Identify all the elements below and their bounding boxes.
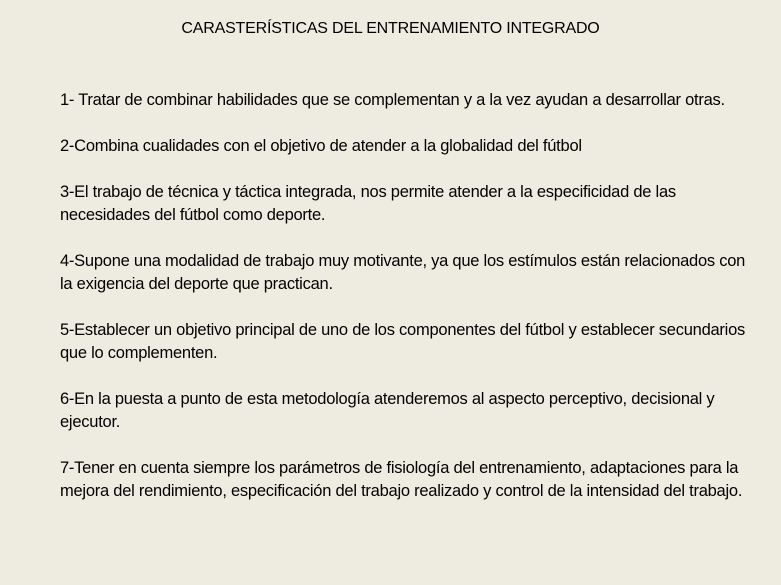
list-item: 7-Tener en cuenta siempre los parámetros de fisiología del entrenamiento, adaptaciones para la mejora del rendimiento, especificación del trabajo realizado y control de la intensidad del trabajo. — [60, 459, 743, 500]
list-item: 5-Establecer un objetivo principal de uno de los componentes del fútbol y establecer secundarios que lo complementen. — [60, 321, 746, 362]
slide-title: CARASTERÍSTICAS DEL ENTRENAMIENTO INTEGRADO — [181, 20, 600, 37]
characteristics-list — [60, 89, 760, 526]
list-item: 3-El trabajo de técnica y táctica integrada, nos permite atender a la especificidad de las necesidades del fútbol como deporte. — [60, 183, 676, 224]
list-item: 1- Tratar de combinar habilidades que se complementan y a la vez ayudan a desarrollar otras. — [60, 91, 725, 109]
list-item: 6-En la puesta a punto de esta metodología atenderemos al aspecto perceptivo, decisional y ejecutor. — [60, 390, 715, 431]
list-item: 2-Combina cualidades con el objetivo de atender a la globalidad del fútbol — [60, 137, 582, 155]
list-item: 4-Supone una modalidad de trabajo muy motivante, ya que los estímulos están relacionados con la exigencia del deporte que practican. — [60, 252, 746, 293]
